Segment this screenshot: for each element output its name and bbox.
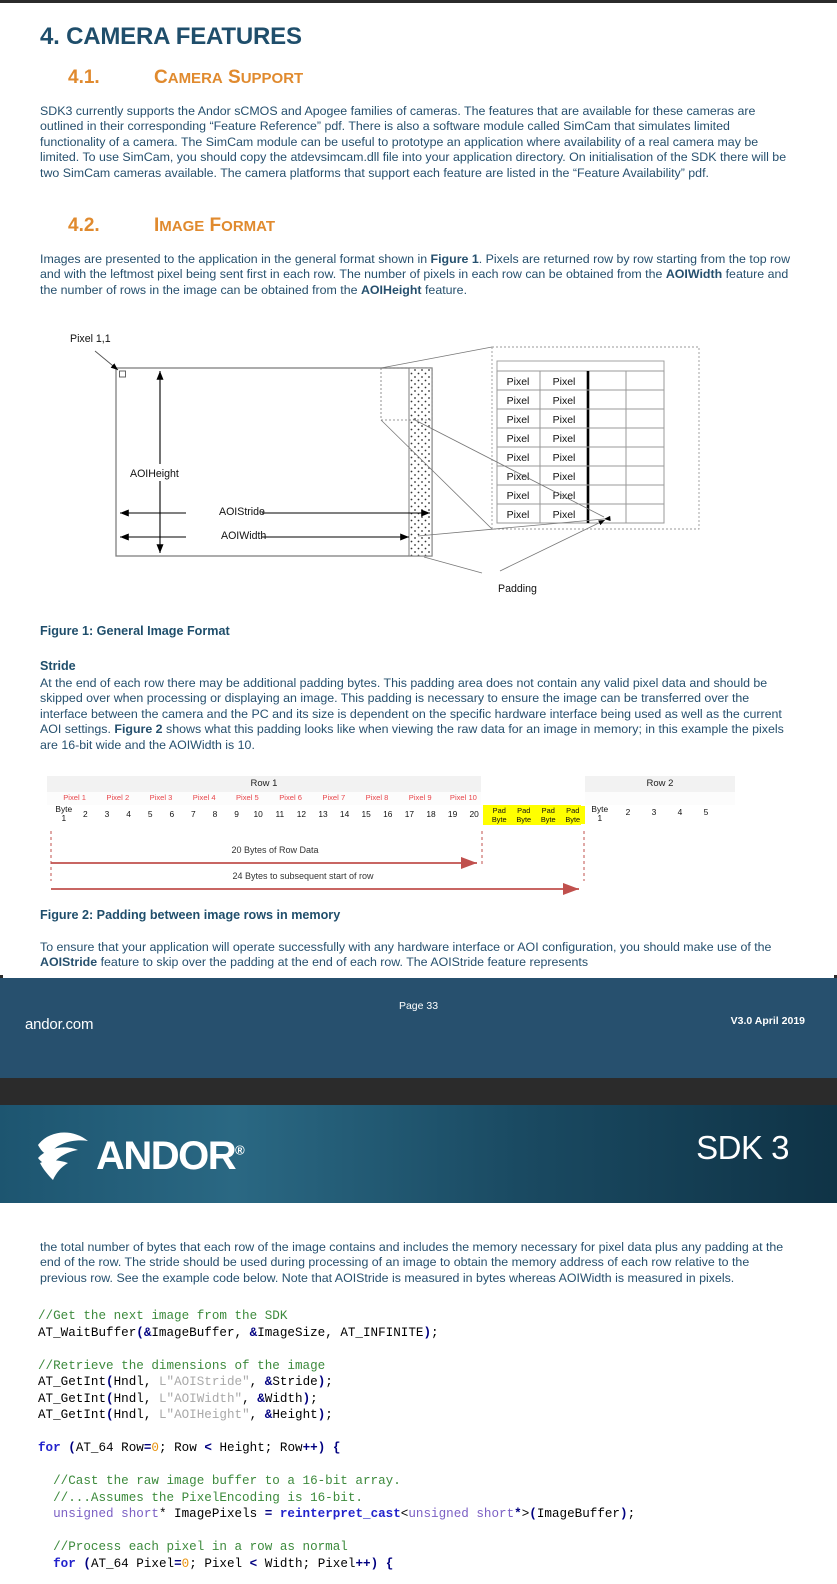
fig2-pixel-label: Pixel 10 xyxy=(449,793,477,802)
fig2-byte-cell: 4 xyxy=(126,809,131,819)
fig2-byte-cell: 14 xyxy=(339,809,350,819)
code-line xyxy=(38,1424,635,1441)
fig2-byte-cell: 11 xyxy=(275,809,285,819)
fig2-byte-cell: 5 xyxy=(147,809,153,819)
page1-footer xyxy=(0,978,837,1078)
fig2-pad-cell: Pad Byte xyxy=(561,806,586,824)
if-b2: AOIWidth xyxy=(665,267,723,282)
paragraph-camera-support: SDK3 currently supports the Andor sCMOS and Apogee families of cameras. The features that are available for these cameras are outlined in their corresponding “Feature Reference” pdf. There is also a software module called SimCam that simulates limited functionality of a camera. The SimCam module can be useful to prototype an application where availability of a real camera may be limited. To use SimCam, you should copy the atdevsimcam.dll file into your application directory. On initialisation of the SDK there will be two SimCam cameras available. The camera platforms that support each feature are listed in the “Feature Availability” pdf. xyxy=(40,104,787,180)
fig2-pad-cell: Pad Byte xyxy=(487,806,512,824)
code-line: AT_GetInt(Hndl, L"AOIStride", &Stride); xyxy=(38,1375,333,1389)
code-line: for (AT_64 Pixel=0; Pixel < Width; Pixel++) { xyxy=(53,1556,394,1571)
fig2-row2-byte-cell: 4 xyxy=(677,807,683,817)
svg-text:Pixel: Pixel xyxy=(506,452,530,464)
code-line: unsigned short* ImagePixels = reinterpret_cast<unsigned short*>(ImageBuffer); xyxy=(53,1507,636,1521)
page-1 xyxy=(0,3,837,975)
section-number-42: 4.2. xyxy=(68,215,100,236)
page-title: 4. CAMERA FEATURES xyxy=(40,23,302,50)
figure-1-caption: Figure 1: General Image Format xyxy=(40,624,230,638)
code-line: //Cast the raw image buffer to a 16-bit array. xyxy=(38,1474,401,1488)
andor-swoosh-icon xyxy=(32,1125,94,1183)
fig2-pixel-label: Pixel 1 xyxy=(63,793,86,802)
fig2-byte-cell: 12 xyxy=(296,809,307,819)
svg-text:Pixel: Pixel xyxy=(506,376,530,388)
code-line: //Retrieve the dimensions of the image xyxy=(38,1358,326,1373)
figure-1-general-image-format xyxy=(0,333,837,613)
fig2-byte-cell: 15 xyxy=(361,809,371,819)
cl-b1: AOIStride xyxy=(40,955,98,970)
paragraph-aoistride-closing xyxy=(40,940,798,971)
if-t1: Images are presented to the application in the general format shown in xyxy=(40,252,431,266)
fig1-label-aoistride: AOIStride xyxy=(219,506,265,518)
fig2-pixel-label: Pixel 2 xyxy=(106,793,130,802)
fig2-byte-cell: 20 xyxy=(469,809,479,819)
fig2-row2-byte-cell: 3 xyxy=(651,807,657,817)
section-heading-camera-support xyxy=(68,67,303,89)
fig2-byte-cell: 19 xyxy=(447,809,458,819)
fig2-arrow-label-row-data: 20 Bytes of Row Data xyxy=(231,845,319,855)
fig2-arrow-label-subsequent-row: 24 Bytes to subsequent start of row xyxy=(232,871,374,881)
fig2-row2-byte-cell: 5 xyxy=(703,807,709,817)
section-title-42: IMAGE FORMAT xyxy=(154,215,276,236)
code-line: //Get the next image from the SDK xyxy=(38,1309,288,1323)
fig1-label-aoiheight: AOIHeight xyxy=(130,468,179,480)
paragraph-stride-definition: the total number of bytes that each row of the image contains and includes the memory necessary for pixel data plus any padding at the end of the row. The stride should be used during processing of an image to obtain the memory address of each row relative to the previous row. See the example code below. Note that AOIStride is measured in bytes whereas AOIWidth is measured in pixels. xyxy=(40,1240,784,1285)
fig2-byte-cell: 13 xyxy=(318,809,328,819)
if-b1: Figure 1 xyxy=(430,252,479,266)
figure-2-padding-between-rows xyxy=(45,773,805,898)
fig2-byte-cell: 6 xyxy=(169,809,175,819)
figure-1-svg xyxy=(0,333,837,613)
fig2-pixel-label: Pixel 6 xyxy=(279,793,302,802)
svg-text:Pixel: Pixel xyxy=(506,414,530,426)
cl-t2: feature to skip over the padding at the end of each row. The AOIStride feature represents xyxy=(97,955,589,970)
fig2-byte-cell: 9 xyxy=(234,809,239,819)
fig2-pixel-label: Pixel 8 xyxy=(365,793,389,802)
svg-text:Pixel: Pixel xyxy=(552,509,576,521)
fig2-pixel-label: Pixel 5 xyxy=(235,793,259,802)
fig2-byte-cell-first: Byte 1 xyxy=(55,804,73,823)
fig2-byte-cell: 18 xyxy=(426,809,436,819)
paragraph-image-format xyxy=(40,252,798,298)
code-line xyxy=(38,1457,635,1474)
svg-text:Pixel: Pixel xyxy=(552,395,576,407)
section-title-41: CAMERA SUPPORT xyxy=(154,67,304,88)
page-2 xyxy=(0,1203,837,1584)
svg-text:Pixel: Pixel xyxy=(506,471,530,483)
fig2-pad-cell: Pad Byte xyxy=(512,806,537,824)
if-t3: feature and the number of rows in the image can be obtained from the xyxy=(40,267,789,297)
page-separator-band xyxy=(0,1078,837,1105)
svg-text:Pixel: Pixel xyxy=(552,414,576,426)
fig2-byte-cell: 2 xyxy=(83,809,88,819)
fig2-row2-byte-cell: 2 xyxy=(625,807,631,817)
registered-mark: ® xyxy=(235,1142,244,1158)
svg-text:Pixel: Pixel xyxy=(506,509,530,521)
fig2-byte-cell: 7 xyxy=(191,809,196,819)
code-line: AT_GetInt(Hndl, L"AOIHeight", &Height); xyxy=(38,1408,333,1422)
fig1-label-pixel-origin: Pixel 1,1 xyxy=(70,333,111,345)
cl-t1: To ensure that your application will operate successfully with any hardware interface or AOI configuration, you should make use of the xyxy=(40,940,772,954)
andor-wordmark-text: ANDOR xyxy=(96,1134,236,1178)
code-line xyxy=(38,1341,635,1358)
if-b3: AOIHeight xyxy=(360,282,422,297)
svg-text:Pixel: Pixel xyxy=(506,433,530,445)
figure-2-caption: Figure 2: Padding between image rows in memory xyxy=(40,908,341,922)
fig2-pixel-label: Pixel 9 xyxy=(408,793,432,802)
fig2-byte-cell: 8 xyxy=(212,809,218,819)
st-b1: Figure 2 xyxy=(114,722,163,737)
paragraph-stride xyxy=(40,676,798,753)
fig2-row2-header: Row 2 xyxy=(646,778,674,789)
fig2-pixel-label: Pixel 7 xyxy=(322,793,346,802)
if-t4: feature. xyxy=(421,282,468,297)
andor-mark-icon xyxy=(32,1125,94,1188)
section-heading-image-format xyxy=(68,215,275,237)
code-line: AT_WaitBuffer(&ImageBuffer, &ImageSize, AT_INFINITE); xyxy=(38,1325,439,1340)
andor-wordmark xyxy=(96,1134,243,1179)
footer-page-number: Page 33 xyxy=(398,1000,439,1012)
code-line: AT_GetInt(Hndl, L"AOIWidth", &Width); xyxy=(38,1391,318,1406)
fig2-row2-byte-first: Byte 1 xyxy=(591,804,609,823)
fig2-pixel-label: Pixel 4 xyxy=(192,793,216,802)
stride-subheading: Stride xyxy=(40,659,76,673)
fig2-byte-cell: 3 xyxy=(104,809,110,819)
code-line xyxy=(38,1523,635,1540)
if-t2: . Pixels are returned row by row starting from the top row and with the leftmost pixel being sent first in each row. The number of pixels in each row can be obtained from the xyxy=(40,252,791,282)
footer-version: V3.0 April 2019 xyxy=(730,1015,805,1027)
code-example-block xyxy=(38,1308,635,1572)
st-t2: shows what this padding looks like when viewing the raw data for an image in memory; in this example the pixels are 16-bit wide and the AOIWidth is 10. xyxy=(40,722,784,752)
page2-header-banner xyxy=(0,1105,837,1203)
footer-website[interactable]: andor.com xyxy=(25,1016,94,1033)
code-line: //...Assumes the PixelEncoding is 16-bit. xyxy=(38,1490,363,1505)
svg-text:Pixel: Pixel xyxy=(552,490,576,502)
fig1-label-padding: Padding xyxy=(498,583,537,595)
fig2-byte-cell: 17 xyxy=(404,809,415,819)
code-line: //Process each pixel in a row as normal xyxy=(38,1540,348,1554)
svg-text:Pixel: Pixel xyxy=(552,433,576,445)
andor-logo xyxy=(32,1125,243,1188)
fig2-pad-cell: Pad Byte xyxy=(536,806,561,824)
fig2-byte-cell: 16 xyxy=(383,809,393,819)
svg-text:Pixel: Pixel xyxy=(552,452,576,464)
svg-text:Pixel: Pixel xyxy=(552,471,576,483)
fig1-main-frame xyxy=(116,368,432,556)
svg-text:Pixel: Pixel xyxy=(552,376,576,388)
fig2-pixel-label: Pixel 3 xyxy=(149,793,173,802)
svg-text:Pixel: Pixel xyxy=(506,395,530,407)
product-title: SDK 3 xyxy=(696,1129,789,1166)
fig1-label-aoiwidth: AOIWidth xyxy=(221,530,267,542)
svg-text:Pixel: Pixel xyxy=(506,490,530,502)
section-number-41: 4.1. xyxy=(68,67,100,88)
fig2-byte-cell: 10 xyxy=(253,809,263,819)
code-line: for (AT_64 Row=0; Row < Height; Row++) { xyxy=(38,1441,341,1455)
fig2-row1-header: Row 1 xyxy=(250,778,278,789)
st-t1: At the end of each row there may be additional padding bytes. This padding area does not contain any valid pixel data and should be skipped over when processing or displaying an image. This padding is necessary to ensure the image can be transferred over the interface between the camera and the PC and its size is dependent on the specific hardware interface being used as well as the current AOI settings. xyxy=(40,676,782,737)
